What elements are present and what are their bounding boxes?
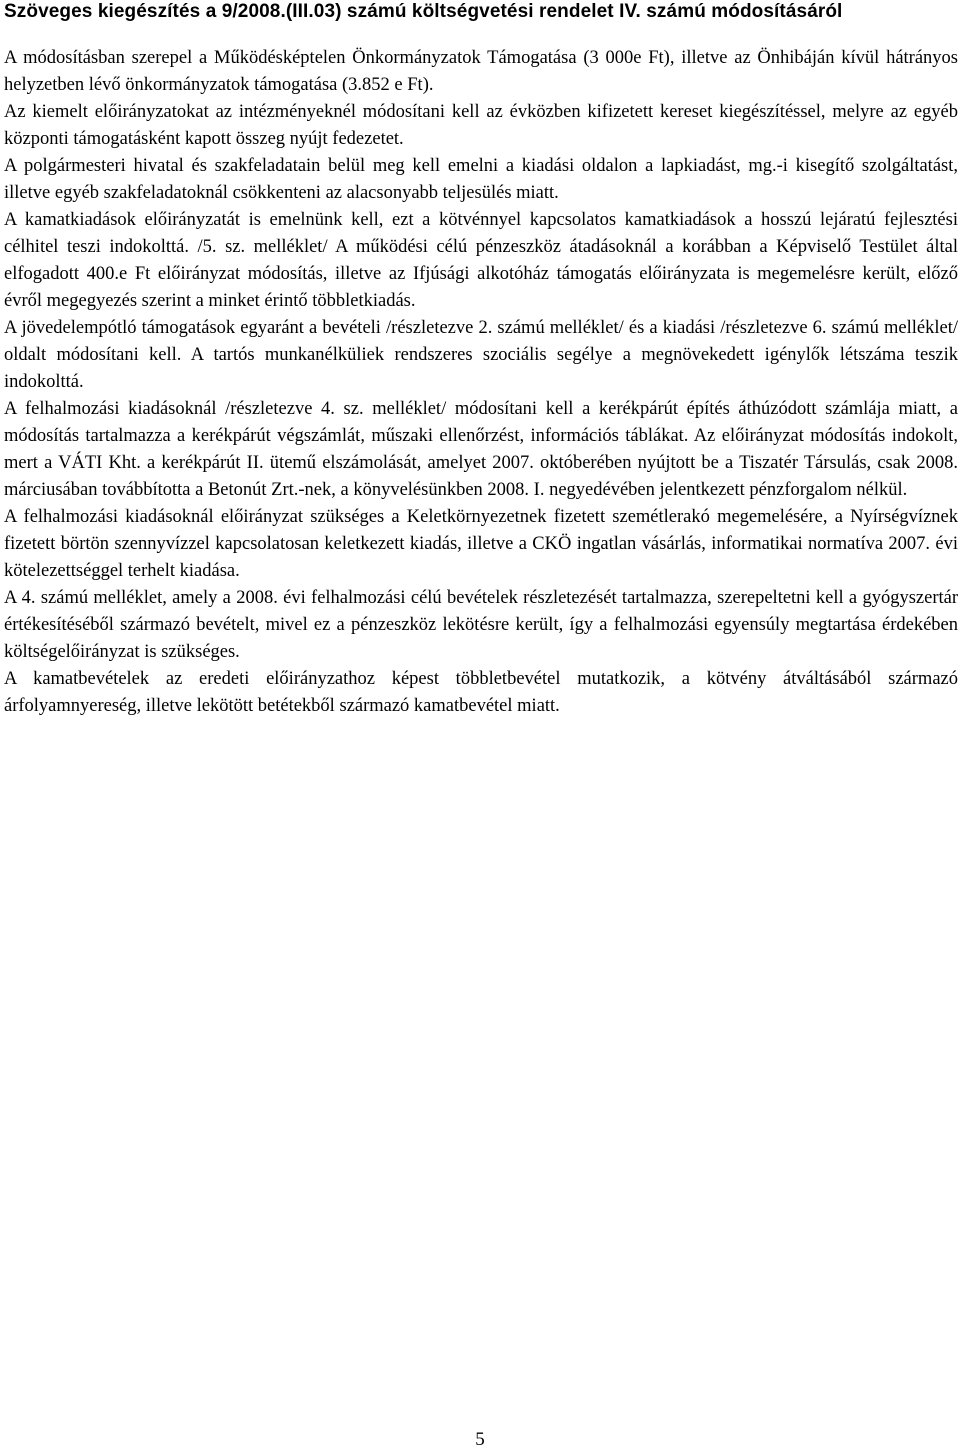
page-number: 5 [475,1429,485,1450]
paragraph-capital-expenses: A felhalmozási kiadásoknál előirányzat szükséges a Keletkörnyezetnek fizetett szemétlerakó megemelésére, a Nyírségvíznek fizetett börtön szennyvízzel kapcsolatosan keletkezett kiadás, illetve a CKÖ ingatlan vásárlás, informatikai normatíva 2007. évi kötelezettséggel terhelt kiadása. [4,507,958,581]
paragraph-income-support: A jövedelempótló támogatások egyaránt a bevételi /részletezve 2. számú melléklet/ és a kiadási /részletezve 6. számú melléklet/ oldalt módosítani kell. A tartós munkanélküliek rendszeres szociális segélye a megnövekedett igénylők létszáma teszik indokolttá. [4,318,958,392]
document-body [4,45,958,720]
paragraph-support-grants: A módosításban szerepel a Működésképtelen Önkormányzatok Támogatása (3 000e Ft), illetve az Önhibáján kívül hátrányos helyzetben lévő önkormányzatok támogatása (3.852 e Ft). [4,48,958,95]
paragraph-institution-appropriations: Az kiemelt előirányzatokat az intézményeknél módosítani kell az évközben kifizetett kereset kiegészítéssel, melyre az egyéb központi támogatásként kapott összeg nyújt fedezetet. [4,102,958,149]
document-page [4,0,958,720]
paragraph-interest-expenses: A kamatkiadások előirányzatát is emelnünk kell, ezt a kötvénnyel kapcsolatos kamatkiadások a hosszú lejáratú fejlesztési célhitel teszi indokolttá. /5. sz. melléklet/ A működési célú pénzeszköz átadásoknál a korábban a Képviselő Testület által elfogadott 400.e Ft előirányzat módosítás, illetve az Ifjúsági alkotóház támogatás előirányzata is megemelésre került, előző évről megegyezés szerint a minket érintő többletkiadás. [4,210,958,311]
paragraph-annex-4: A 4. számú melléklet, amely a 2008. évi felhalmozási célú bevételek részletezését tartalmazza, szerepeltetni kell a gyógyszertár értékesítéséből származó bevételt, mivel ez a pénzeszköz lekötésre került, így a felhalmozási egyensúly megtartása érdekében költségelőirányzat is szükséges. [4,588,958,662]
paragraph-bicycle-path: A felhalmozási kiadásoknál /részletezve 4. sz. melléklet/ módosítani kell a kerékpárút építés áthúzódott számlája miatt, a módosítás tartalmazza a kerékpárút végszámlát, műszaki ellenőrzést, információs táblákat. Az előirányzat módosítás indokolt, mert a VÁTI Kht. a kerékpárút II. ütemű elszámolását, amelyet 2007. októberében nyújtott be a Tiszatér Társulás, csak 2008. márciusában továbbította a Betonút Zrt.-nek, a könyvelésünkben 2008. I. negyedévében jelentkezett pénzforgalom nélkül. [4,399,958,500]
document-title: Szöveges kiegészítés a 9/2008.(III.03) számú költségvetési rendelet IV. számú módosításáról [4,1,843,22]
paragraph-interest-income: A kamatbevételek az eredeti előirányzathoz képest többletbevétel mutatkozik, a kötvény átváltásából származó árfolyamnyereség, illetve lekötött betétekből származó kamatbevétel miatt. [4,669,958,716]
paragraph-mayors-office: A polgármesteri hivatal és szakfeladatain belül meg kell emelni a kiadási oldalon a lapkiadást, mg.-i kisegítő szolgáltatást, illetve egyéb szakfeladatoknál csökkenteni az alacsonyabb teljesülés miatt. [4,156,958,203]
